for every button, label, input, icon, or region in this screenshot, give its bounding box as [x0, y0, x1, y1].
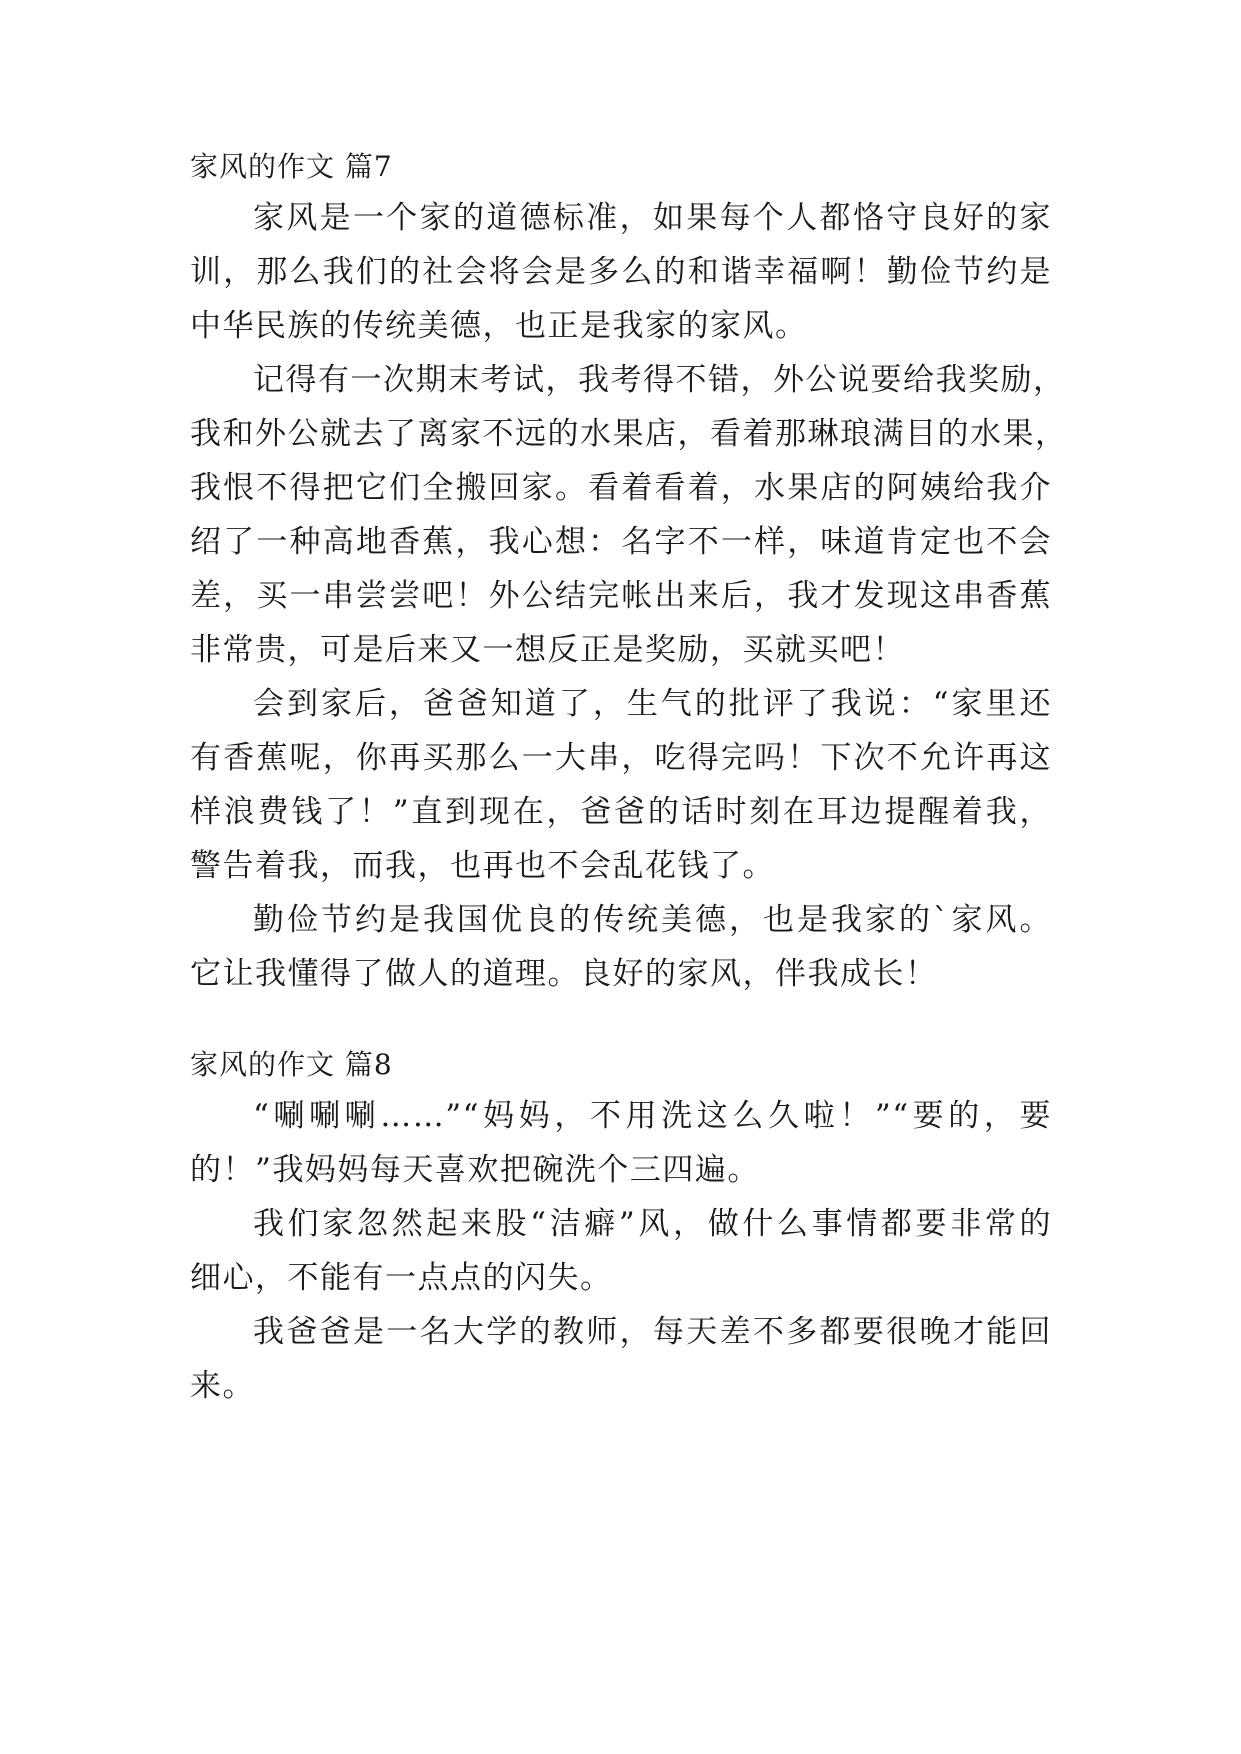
text-line: “唰唰唰……”“妈妈，不用洗这么久啦！”“要的，要 — [253, 1098, 1052, 1134]
text-line: 勤俭节约是我国优良的传统美德，也是我家的`家风。 — [253, 902, 1052, 938]
section-heading: 家风的作文 篇7 — [190, 150, 393, 183]
text-line: 的！”我妈妈每天喜欢把碗洗个三四遍。 — [190, 1152, 760, 1188]
text-line: 警告着我，而我，也再也不会乱花钱了。 — [190, 848, 775, 884]
text-line: 绍了一种高地香蕉，我心想：名字不一样，味道肯定也不会 — [190, 524, 1052, 560]
text-line: 我恨不得把它们全搬回家。看着看着，水果店的阿姨给我介 — [190, 470, 1052, 506]
text-line: 记得有一次期末考试，我考得不错，外公说要给我奖励， — [253, 362, 1066, 398]
section-heading: 家风的作文 篇8 — [190, 1048, 393, 1081]
text-line: 细心，不能有一点点的闪失。 — [190, 1260, 613, 1296]
text-line: 训，那么我们的社会将会是多么的和谐幸福啊！勤俭节约是 — [190, 254, 1052, 290]
text-line: 它让我懂得了做人的道理。良好的家风，伴我成长！ — [190, 956, 938, 992]
text-line: 有香蕉呢，你再买那么一大串，吃得完吗！下次不允许再这 — [190, 740, 1052, 776]
text-line: 我爸爸是一名大学的教师，每天差不多都要很晚才能回 — [253, 1314, 1052, 1350]
text-line: 中华民族的传统美德，也正是我家的家风。 — [190, 308, 808, 344]
text-line: 家风是一个家的道德标准，如果每个人都恪守良好的家 — [253, 200, 1052, 236]
text-line: 差，买一串尝尝吧！外公结完帐出来后，我才发现这串香蕉 — [190, 578, 1052, 614]
text-line: 我和外公就去了离家不远的水果店，看着那琳琅满目的水果， — [190, 416, 1068, 452]
text-line: 样浪费钱了！”直到现在，爸爸的话时刻在耳边提醒着我， — [190, 794, 1052, 830]
text-line: 会到家后，爸爸知道了，生气的批评了我说：“家里还 — [253, 686, 1052, 722]
text-line: 非常贵，可是后来又一想反正是奖励，买就买吧！ — [190, 632, 905, 668]
text-line: 来。 — [190, 1368, 255, 1404]
text-line: 我们家忽然起来股“洁癖”风，做什么事情都要非常的 — [253, 1206, 1052, 1242]
